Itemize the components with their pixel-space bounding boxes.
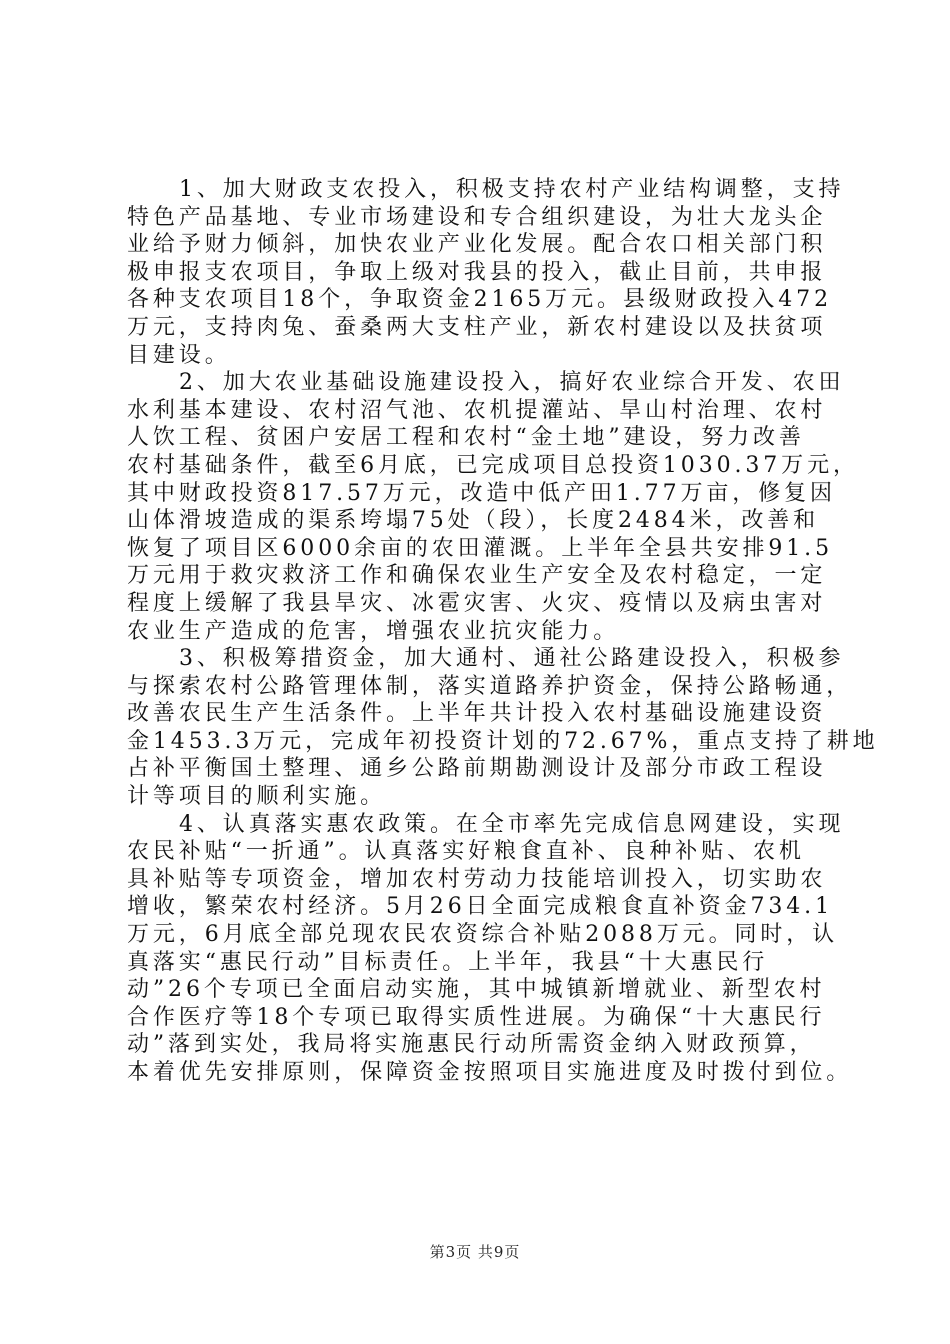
text-line: 2、加大农业基础设施建设投入，搞好农业综合开发、农田 <box>179 370 845 396</box>
text-line: 恢复了项目区6000余亩的农田灌溉。上半年全县共安排91.5 <box>127 535 833 561</box>
text-line: 人饮工程、贫困户安居工程和农村“金土地”建设，努力改善 <box>127 425 805 451</box>
text-line: 本着优先安排原则，保障资金按照项目实施进度及时拨付到位。 <box>127 1060 853 1085</box>
paragraph-2 <box>127 369 859 645</box>
text-line: 1、加大财政支农投入，积极支持农村产业结构调整，支持 <box>179 177 845 202</box>
text-line: 计等项目的顺利实施。 <box>127 784 387 810</box>
text-line: 特色产品基地、专业市场建设和专合组织建设，为壮大龙头企 <box>127 204 827 230</box>
text-line: 改善农民生产生活条件。上半年共计投入农村基础设施建设资 <box>127 701 827 727</box>
document-body <box>127 176 879 1087</box>
paragraph-4 <box>127 811 853 1087</box>
text-line: 4、认真落实惠农政策。在全市率先完成信息网建设，实现 <box>179 811 845 837</box>
text-line: 目建设。 <box>127 342 231 368</box>
paragraph-1 <box>127 176 847 369</box>
text-line: 农业生产造成的危害，增强农业抗灾能力。 <box>127 618 620 644</box>
text-line: 山体滑坡造成的渠系垮塌75处（段），长度2484米，改善和 <box>127 508 820 534</box>
text-line: 合作医疗等18个专项已取得实质性进展。为确保“十大惠民行 <box>127 1004 826 1030</box>
text-line: 3、积极筹措资金，加大通村、通社公路建设投入，积极参 <box>179 646 845 672</box>
text-line: 万元，支持肉兔、蚕桑两大支柱产业，新农村建设以及扶贫项 <box>127 314 827 340</box>
text-line: 万元，6月底全部兑现农民农资综合补贴2088万元。同时，认 <box>127 922 839 948</box>
page-number-footer: 第3页 共9页 <box>429 1243 521 1261</box>
text-line: 极申报支农项目，争取上级对我县的投入，截止目前，共申报 <box>127 259 827 285</box>
text-line: 其中财政投资817.57万元，改造中低产田1.77万亩，修复因 <box>127 480 836 506</box>
paragraph-3 <box>127 645 879 811</box>
text-line: 具补贴等专项资金，增加农村劳动力技能培训投入，切实助农 <box>127 866 827 892</box>
text-line: 程度上缓解了我县旱灾、冰雹灾害、火灾、疫情以及病虫害对 <box>127 590 827 616</box>
text-line: 各种支农项目18个，争取资金2165万元。县级财政投入472 <box>127 287 832 313</box>
text-line: 农民补贴“一折通”。认真落实好粮食直补、良种补贴、农机 <box>127 839 805 865</box>
text-line: 真落实“惠民行动”目标责任。上半年，我县“十大惠民行 <box>127 949 769 975</box>
text-line: 金1453.3万元，完成年初投资计划的72.67%，重点支持了耕地 <box>127 728 879 754</box>
text-line: 农村基础条件，截至6月底，已完成项目总投资1030.37万元， <box>127 452 859 478</box>
text-line: 与探索农村公路管理体制，落实道路养护资金，保持公路畅通， <box>127 673 853 699</box>
text-line: 万元用于救灾救济工作和确保农业生产安全及农村稳定，一定 <box>127 563 827 589</box>
text-line: 动”落到实处，我局将实施惠民行动所需资金纳入财政预算， <box>127 1032 816 1058</box>
text-line: 动”26个专项已全面启动实施，其中城镇新增就业、新型农村 <box>127 977 826 1003</box>
text-line: 增收，繁荣农村经济。5月26日全面完成粮食直补资金734.1 <box>127 894 833 920</box>
text-line: 业给予财力倾斜，加快农业产业化发展。配合农口相关部门积 <box>127 232 827 258</box>
text-line: 占补平衡国土整理、通乡公路前期勘测设计及部分市政工程设 <box>127 756 827 782</box>
text-line: 水利基本建设、农村沼气池、农机提灌站、旱山村治理、农村 <box>127 397 827 423</box>
